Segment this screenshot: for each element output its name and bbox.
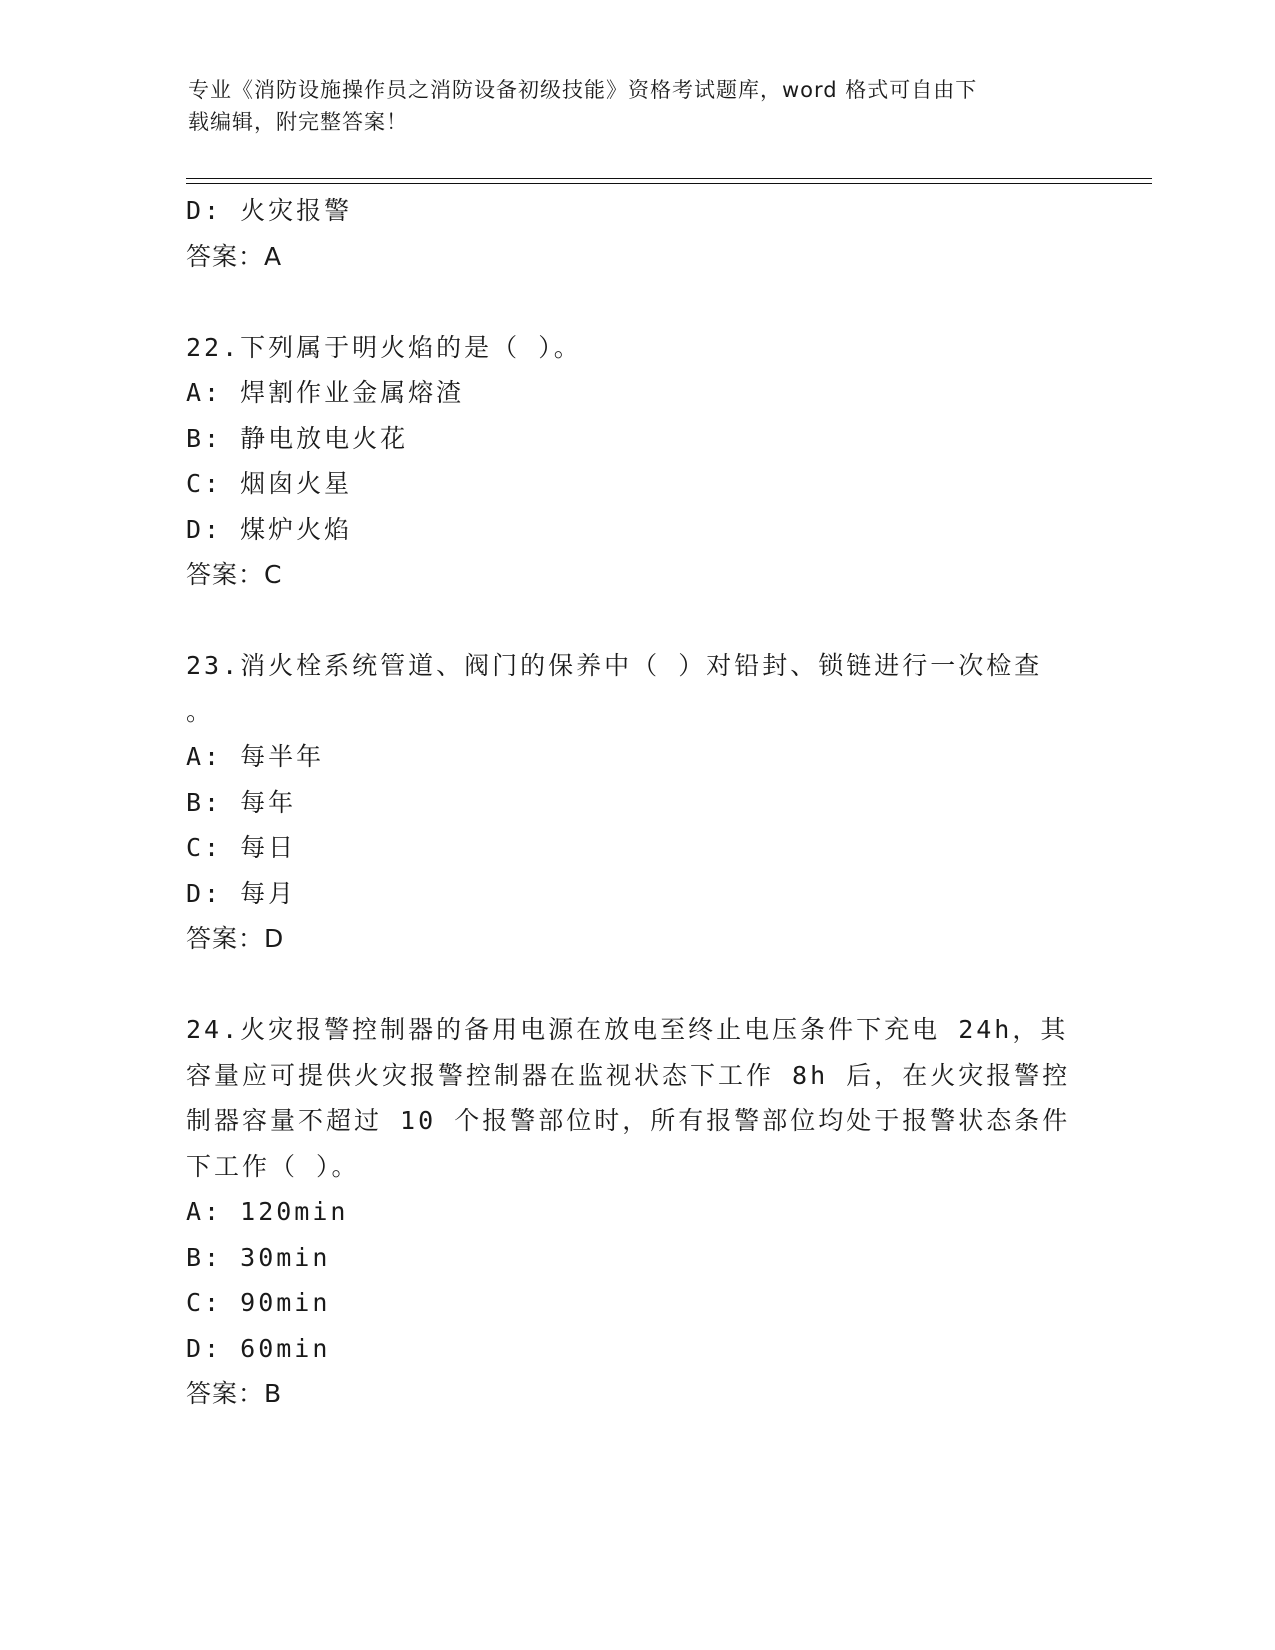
option-c: C: 90min bbox=[186, 1288, 331, 1317]
header-divider-top bbox=[186, 178, 1152, 179]
answer-line: 答案：D bbox=[186, 924, 285, 953]
option-d: D: 60min bbox=[186, 1333, 331, 1363]
answer-line: 答案：B bbox=[186, 1379, 283, 1408]
question-stem-continued: 容量应可提供火灾报警控制器在监视状态下工作 8h 后，在火灾报警控 bbox=[186, 1060, 1071, 1090]
option-b: B: 30min bbox=[186, 1242, 331, 1272]
question-stem: 22.下列属于明火焰的是（ ）。 bbox=[186, 332, 582, 362]
question-stem-continued: 。 bbox=[186, 696, 215, 726]
option-a: A: 120min bbox=[186, 1197, 349, 1226]
header-divider-bottom bbox=[186, 183, 1152, 184]
header-line-1: 专业《消防设施操作员之消防设备初级技能》资格考试题库，word 格式可自由下 bbox=[188, 78, 978, 102]
option-d: D: 火灾报警 bbox=[186, 196, 353, 225]
question-content bbox=[186, 188, 1086, 1417]
option-b: B: 每年 bbox=[186, 787, 297, 817]
question-stem-continued: 下工作（ ）。 bbox=[186, 1151, 360, 1181]
option-d: D: 煤炉火焰 bbox=[186, 514, 353, 544]
question-23 bbox=[186, 643, 1086, 962]
header-line-2: 载编辑，附完整答案！ bbox=[188, 110, 408, 134]
question-22 bbox=[186, 325, 1086, 598]
option-d: D: 每月 bbox=[186, 878, 297, 908]
question-stem-continued: 制器容量不超过 10 个报警部位时，所有报警部位均处于报警状态条件 bbox=[186, 1106, 1071, 1135]
option-b: B: 静电放电火花 bbox=[186, 423, 409, 453]
answer-line: 答案：A bbox=[186, 241, 283, 271]
option-c: C: 烟囱火星 bbox=[186, 469, 353, 498]
question-stem: 23.消火栓系统管道、阀门的保养中（ ）对铅封、锁链进行一次检查 bbox=[186, 651, 1043, 680]
option-c: C: 每日 bbox=[186, 833, 297, 862]
answer-line: 答案：C bbox=[186, 560, 283, 589]
document-header bbox=[188, 74, 1068, 138]
option-a: A: 每半年 bbox=[186, 742, 325, 771]
question-24 bbox=[186, 1007, 1086, 1417]
option-a: A: 焊割作业金属熔渣 bbox=[186, 378, 465, 407]
question-stem: 24.火灾报警控制器的备用电源在放电至终止电压条件下充电 24h，其 bbox=[186, 1015, 1069, 1044]
